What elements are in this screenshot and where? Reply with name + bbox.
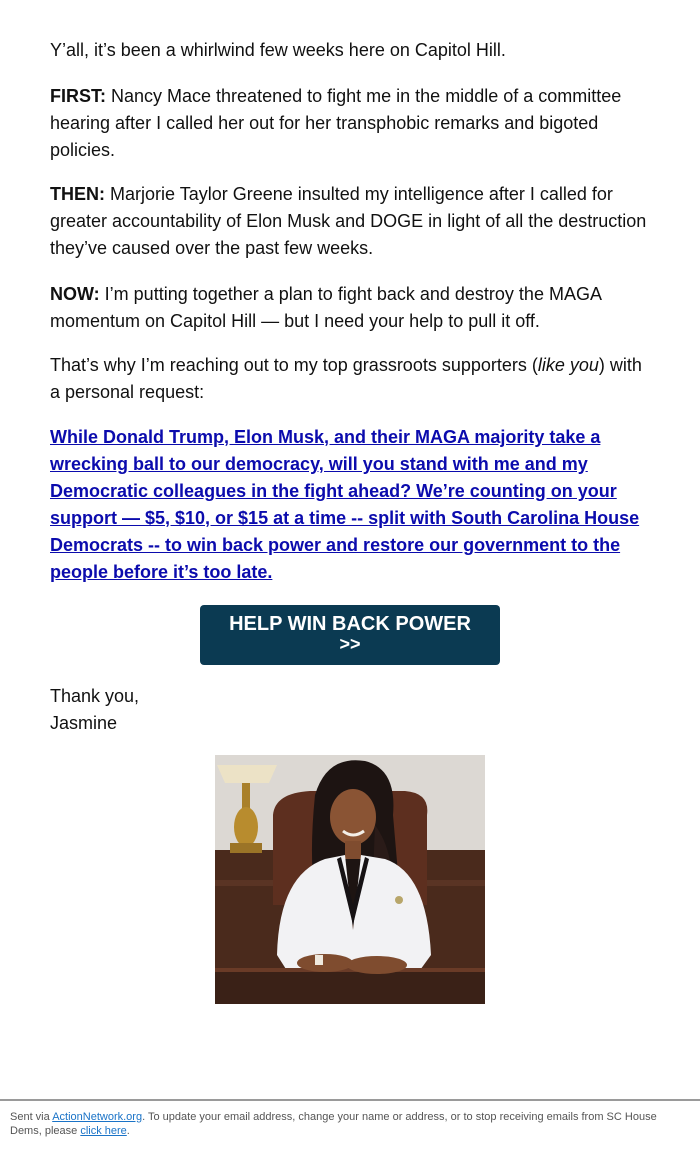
request-text-b: ) with a personal request: — [50, 355, 642, 402]
request-paragraph — [50, 352, 650, 406]
help-win-back-power-button[interactable] — [200, 605, 500, 665]
signoff — [50, 683, 139, 737]
now-label: NOW: — [50, 284, 100, 304]
then-text: Marjorie Taylor Greene insulted my intelligence after I called for greater accountability of Elon Musk and DOGE in light of all the destruction they’ve caused over the past few weeks. — [50, 184, 647, 258]
now-text: I’m putting together a plan to fight back and destroy the MAGA momentum on Capitol Hill — but I need your help to pull it off. — [50, 284, 601, 331]
cta-label: HELP WIN BACK POWER — [229, 613, 471, 635]
footer-text: . To update your email address, change your name or address, or to stop receiving emails from SC House Dems, please — [10, 1111, 657, 1137]
then-paragraph — [50, 181, 650, 262]
footer-sent-via: Sent via — [10, 1111, 53, 1123]
donate-paragraph — [50, 424, 650, 586]
then-label: THEN: — [50, 184, 105, 204]
footer-divider — [0, 1099, 700, 1101]
cta-arrows: >> — [339, 634, 361, 654]
intro-paragraph: Y’all, it’s been a whirlwind few weeks here on Capitol Hill. — [50, 40, 506, 60]
first-label: FIRST: — [50, 86, 106, 106]
first-paragraph — [50, 83, 650, 164]
jasmine-portrait-photo — [215, 755, 485, 1004]
email-footer — [10, 1110, 670, 1138]
now-paragraph — [50, 281, 650, 335]
request-text-a: That’s why I’m reaching out to my top grassroots supporters ( — [50, 355, 538, 375]
footer-end: . — [126, 1125, 130, 1137]
donate-link[interactable]: While Donald Trump, Elon Musk, and their MAGA majority take a wrecking ball to our democracy, will you stand with me and my Democratic colleagues in the fight ahead? We’re counting on your support — $5, $10, or $15 at a time -- split with South Carolina House Democrats -- to win back power and restore our government to the people before it’s too late. — [50, 427, 640, 582]
actionnetwork-link[interactable]: ActionNetwork.org — [52, 1111, 143, 1123]
signoff-thanks: Thank you, — [50, 686, 140, 706]
request-emphasis: like you — [537, 355, 599, 375]
unsubscribe-click-here-link[interactable]: click here — [80, 1125, 127, 1137]
signoff-name: Jasmine — [50, 713, 118, 733]
first-text: Nancy Mace threatened to fight me in the middle of a committee hearing after I called her out for her transphobic remarks and bigoted policies. — [50, 86, 622, 160]
